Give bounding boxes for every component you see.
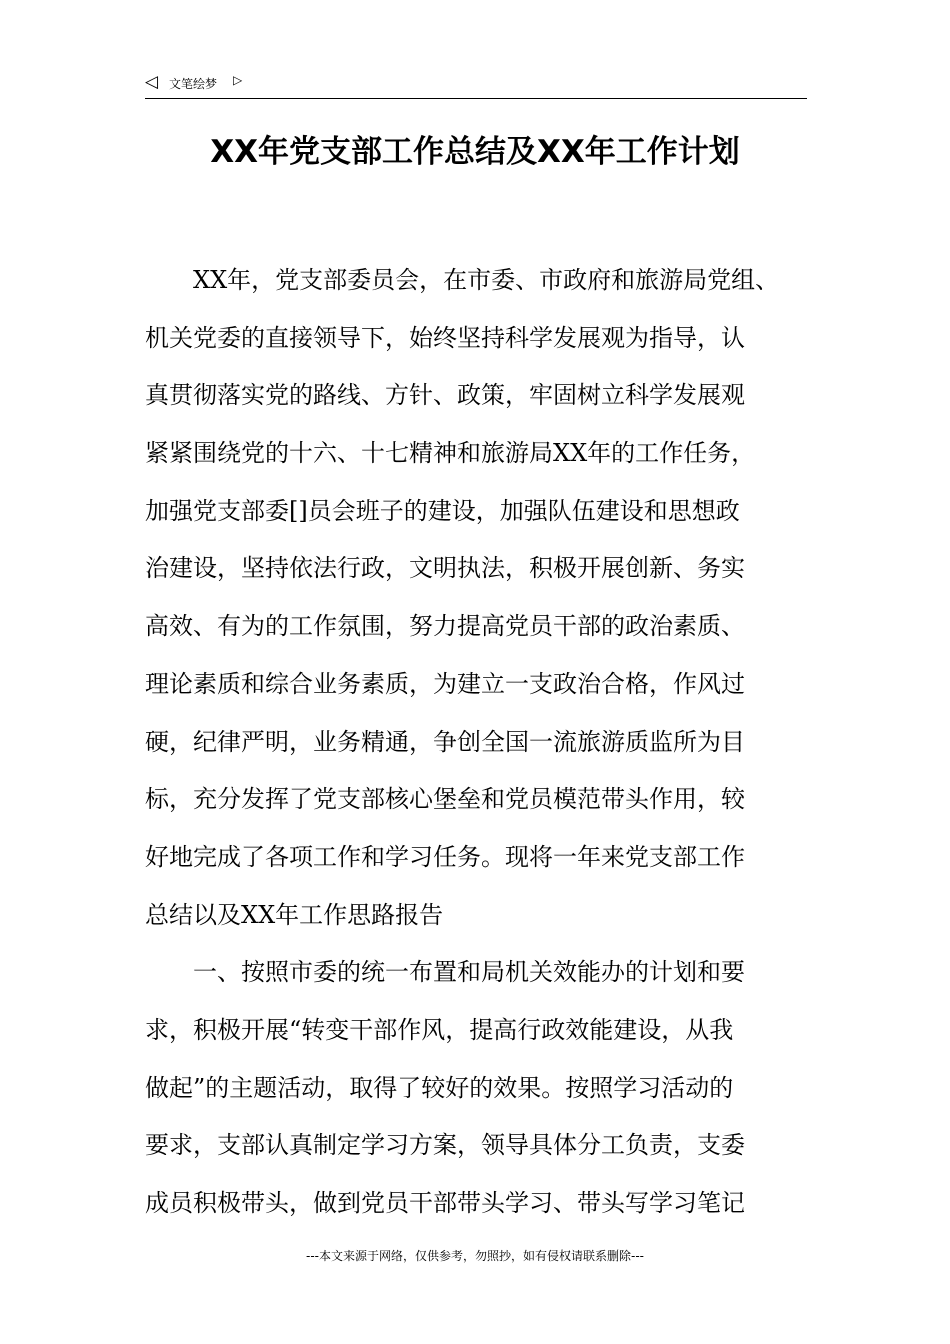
body-line: 标，充分发挥了党支部核心堡垒和党员模范带头作用，较 — [145, 785, 745, 814]
body-line: 真贯彻落实党的路线、方针、政策，牢固树立科学发展观 — [145, 381, 745, 410]
page-footer: ---本文来源于网络，仅供参考，勿照抄，如有侵权请联系删除--- — [306, 1249, 644, 1263]
triangle-right-icon: ▷ — [233, 73, 243, 87]
body-line: 治建设，坚持依法行政，文明执法，积极开展创新、务实 — [145, 554, 745, 583]
body-line: 机关党委的直接领导下，始终坚持科学发展观为指导，认 — [145, 323, 745, 352]
body-line: 要求，支部认真制定学习方案，领导具体分工负责，支委 — [145, 1131, 745, 1160]
body-line: 一、按照市委的统一布置和局机关效能办的计划和要 — [145, 958, 745, 987]
body-line: 紧紧围绕党的十六、十七精神和旅游局XX年的工作任务， — [145, 439, 756, 468]
body-line: 做起”的主题活动，取得了较好的效果。按照学习活动的 — [145, 1073, 734, 1102]
body-line: 加强党支部委[]员会班子的建设，加强队伍建设和思想政 — [145, 496, 740, 525]
document-body — [145, 260, 845, 1241]
body-line: 硬，纪律严明，业务精通，争创全国一流旅游质监所为目 — [145, 727, 745, 756]
body-line: 高效、有为的工作氛围，努力提高党员干部的政治素质、 — [145, 612, 745, 641]
document-title: XX年党支部工作总结及XX年工作计划 — [210, 134, 740, 170]
triangle-left-icon: ◁ — [145, 72, 159, 92]
header-brand-text: 文笔绘梦 — [169, 77, 218, 91]
body-line: 好地完成了各项工作和学习任务。现将一年来党支部工作 — [145, 842, 745, 871]
body-line: 求，积极开展“转变干部作风，提高行政效能建设，从我 — [145, 1015, 734, 1044]
body-line: 成员积极带头，做到党员干部带头学习、带头写学习笔记 — [145, 1189, 745, 1217]
page-header — [145, 70, 807, 99]
body-line: 总结以及XX年工作思路报告 — [145, 900, 444, 929]
body-line: XX年，党支部委员会，在市委、市政府和旅游局党组、 — [145, 266, 780, 294]
body-line: 理论素质和综合业务素质，为建立一支政治合格，作风过 — [145, 669, 745, 698]
